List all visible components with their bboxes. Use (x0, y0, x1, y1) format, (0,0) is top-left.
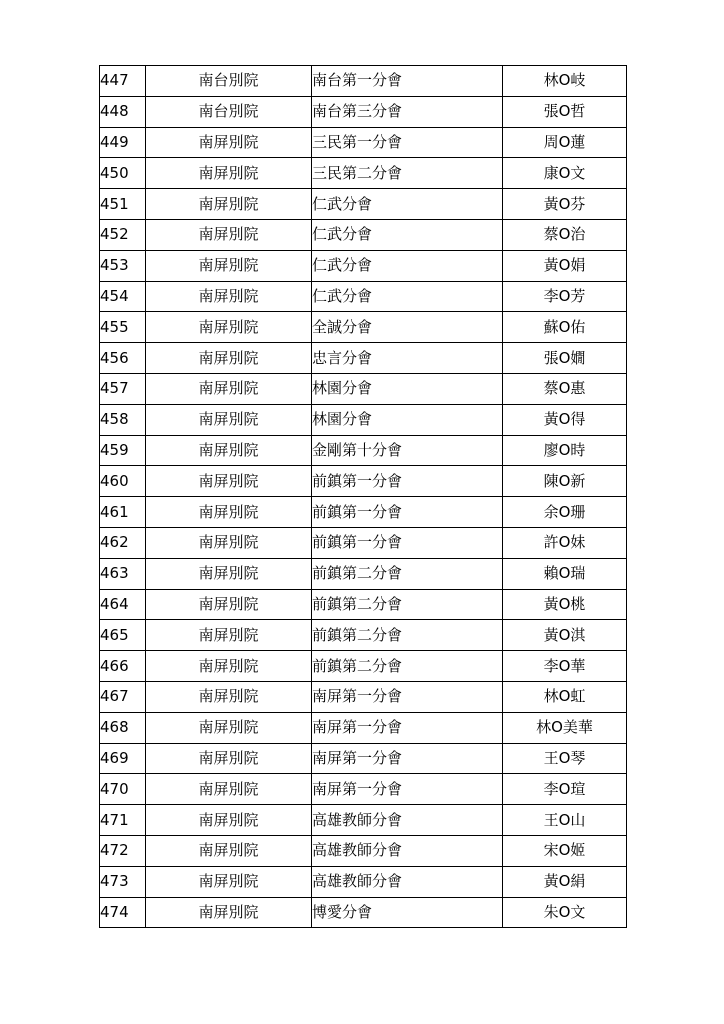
subbranch-cell: 仁武分會 (312, 189, 503, 220)
member-name-cell: 張O哲 (503, 96, 627, 127)
table-row (100, 497, 627, 528)
branch-cell: 南屏別院 (146, 250, 312, 281)
subbranch-cell: 三民第二分會 (312, 158, 503, 189)
table-row (100, 651, 627, 682)
table-row (100, 805, 627, 836)
row-number: 450 (100, 158, 146, 189)
subbranch-cell: 仁武分會 (312, 281, 503, 312)
member-name-cell: 宋O姬 (503, 835, 627, 866)
branch-cell: 南屏別院 (146, 558, 312, 589)
subbranch-cell: 前鎮第二分會 (312, 620, 503, 651)
member-name-cell: 余O珊 (503, 497, 627, 528)
row-number: 471 (100, 805, 146, 836)
branch-cell: 南屏別院 (146, 219, 312, 250)
subbranch-cell: 忠言分會 (312, 343, 503, 374)
subbranch-cell: 林園分會 (312, 404, 503, 435)
member-name-cell: 林O岐 (503, 66, 627, 97)
subbranch-cell: 仁武分會 (312, 250, 503, 281)
row-number: 464 (100, 589, 146, 620)
branch-cell: 南屏別院 (146, 712, 312, 743)
member-name-cell: 李O瑄 (503, 774, 627, 805)
branch-cell: 南屏別院 (146, 774, 312, 805)
table-row (100, 558, 627, 589)
branch-cell: 南屏別院 (146, 805, 312, 836)
table-row (100, 835, 627, 866)
table-row (100, 189, 627, 220)
member-name-cell: 李O芳 (503, 281, 627, 312)
member-name-cell: 黃O桃 (503, 589, 627, 620)
row-number: 449 (100, 127, 146, 158)
branch-cell: 南屏別院 (146, 312, 312, 343)
row-number: 463 (100, 558, 146, 589)
subbranch-cell: 前鎮第二分會 (312, 589, 503, 620)
subbranch-cell: 南台第三分會 (312, 96, 503, 127)
subbranch-cell: 金剛第十分會 (312, 435, 503, 466)
row-number: 454 (100, 281, 146, 312)
row-number: 469 (100, 743, 146, 774)
roster-table-body (100, 66, 627, 928)
member-name-cell: 康O文 (503, 158, 627, 189)
branch-cell: 南屏別院 (146, 681, 312, 712)
row-number: 468 (100, 712, 146, 743)
branch-cell: 南屏別院 (146, 435, 312, 466)
member-name-cell: 黃O淇 (503, 620, 627, 651)
row-number: 455 (100, 312, 146, 343)
member-name-cell: 蘇O佑 (503, 312, 627, 343)
row-number: 461 (100, 497, 146, 528)
table-row (100, 96, 627, 127)
branch-cell: 南屏別院 (146, 127, 312, 158)
subbranch-cell: 高雄教師分會 (312, 835, 503, 866)
subbranch-cell: 南屏第一分會 (312, 681, 503, 712)
branch-cell: 南屏別院 (146, 897, 312, 928)
subbranch-cell: 南台第一分會 (312, 66, 503, 97)
table-row (100, 250, 627, 281)
table-row (100, 620, 627, 651)
table-row (100, 897, 627, 928)
member-name-cell: 陳O新 (503, 466, 627, 497)
subbranch-cell: 高雄教師分會 (312, 866, 503, 897)
table-row (100, 589, 627, 620)
member-name-cell: 黃O芬 (503, 189, 627, 220)
member-name-cell: 王O山 (503, 805, 627, 836)
branch-cell: 南屏別院 (146, 343, 312, 374)
row-number: 466 (100, 651, 146, 682)
member-name-cell: 許O妹 (503, 527, 627, 558)
member-name-cell: 朱O文 (503, 897, 627, 928)
member-name-cell: 黃O絹 (503, 866, 627, 897)
table-row (100, 466, 627, 497)
roster-table (99, 65, 627, 928)
table-row (100, 66, 627, 97)
member-name-cell: 林O美華 (503, 712, 627, 743)
member-name-cell: 蔡O治 (503, 219, 627, 250)
subbranch-cell: 仁武分會 (312, 219, 503, 250)
subbranch-cell: 博愛分會 (312, 897, 503, 928)
subbranch-cell: 前鎮第二分會 (312, 558, 503, 589)
branch-cell: 南屏別院 (146, 835, 312, 866)
branch-cell: 南屏別院 (146, 373, 312, 404)
branch-cell: 南屏別院 (146, 589, 312, 620)
table-row (100, 712, 627, 743)
row-number: 447 (100, 66, 146, 97)
row-number: 457 (100, 373, 146, 404)
table-row (100, 435, 627, 466)
member-name-cell: 周O蓮 (503, 127, 627, 158)
member-name-cell: 蔡O惠 (503, 373, 627, 404)
table-row (100, 343, 627, 374)
subbranch-cell: 前鎮第一分會 (312, 497, 503, 528)
branch-cell: 南屏別院 (146, 620, 312, 651)
table-row (100, 281, 627, 312)
row-number: 452 (100, 219, 146, 250)
table-row (100, 743, 627, 774)
subbranch-cell: 前鎮第一分會 (312, 466, 503, 497)
row-number: 448 (100, 96, 146, 127)
member-name-cell: 林O虹 (503, 681, 627, 712)
table-row (100, 681, 627, 712)
row-number: 473 (100, 866, 146, 897)
branch-cell: 南台別院 (146, 66, 312, 97)
subbranch-cell: 前鎮第二分會 (312, 651, 503, 682)
table-row (100, 774, 627, 805)
table-row (100, 219, 627, 250)
subbranch-cell: 全誠分會 (312, 312, 503, 343)
subbranch-cell: 南屏第一分會 (312, 712, 503, 743)
branch-cell: 南台別院 (146, 96, 312, 127)
row-number: 456 (100, 343, 146, 374)
row-number: 472 (100, 835, 146, 866)
row-number: 460 (100, 466, 146, 497)
table-row (100, 527, 627, 558)
branch-cell: 南屏別院 (146, 651, 312, 682)
branch-cell: 南屏別院 (146, 281, 312, 312)
branch-cell: 南屏別院 (146, 497, 312, 528)
row-number: 458 (100, 404, 146, 435)
member-name-cell: 賴O瑞 (503, 558, 627, 589)
member-name-cell: 廖O時 (503, 435, 627, 466)
row-number: 465 (100, 620, 146, 651)
branch-cell: 南屏別院 (146, 466, 312, 497)
branch-cell: 南屏別院 (146, 189, 312, 220)
subbranch-cell: 前鎮第一分會 (312, 527, 503, 558)
subbranch-cell: 高雄教師分會 (312, 805, 503, 836)
table-row (100, 158, 627, 189)
branch-cell: 南屏別院 (146, 743, 312, 774)
table-row (100, 373, 627, 404)
subbranch-cell: 林園分會 (312, 373, 503, 404)
row-number: 467 (100, 681, 146, 712)
member-name-cell: 黃O得 (503, 404, 627, 435)
branch-cell: 南屏別院 (146, 158, 312, 189)
table-row (100, 127, 627, 158)
member-name-cell: 張O嫺 (503, 343, 627, 374)
subbranch-cell: 南屏第一分會 (312, 743, 503, 774)
subbranch-cell: 南屏第一分會 (312, 774, 503, 805)
branch-cell: 南屏別院 (146, 527, 312, 558)
subbranch-cell: 三民第一分會 (312, 127, 503, 158)
row-number: 453 (100, 250, 146, 281)
table-row (100, 312, 627, 343)
row-number: 451 (100, 189, 146, 220)
member-name-cell: 王O琴 (503, 743, 627, 774)
table-row (100, 866, 627, 897)
branch-cell: 南屏別院 (146, 404, 312, 435)
table-row (100, 404, 627, 435)
member-name-cell: 黃O娟 (503, 250, 627, 281)
row-number: 462 (100, 527, 146, 558)
member-name-cell: 李O華 (503, 651, 627, 682)
row-number: 470 (100, 774, 146, 805)
row-number: 474 (100, 897, 146, 928)
row-number: 459 (100, 435, 146, 466)
branch-cell: 南屏別院 (146, 866, 312, 897)
